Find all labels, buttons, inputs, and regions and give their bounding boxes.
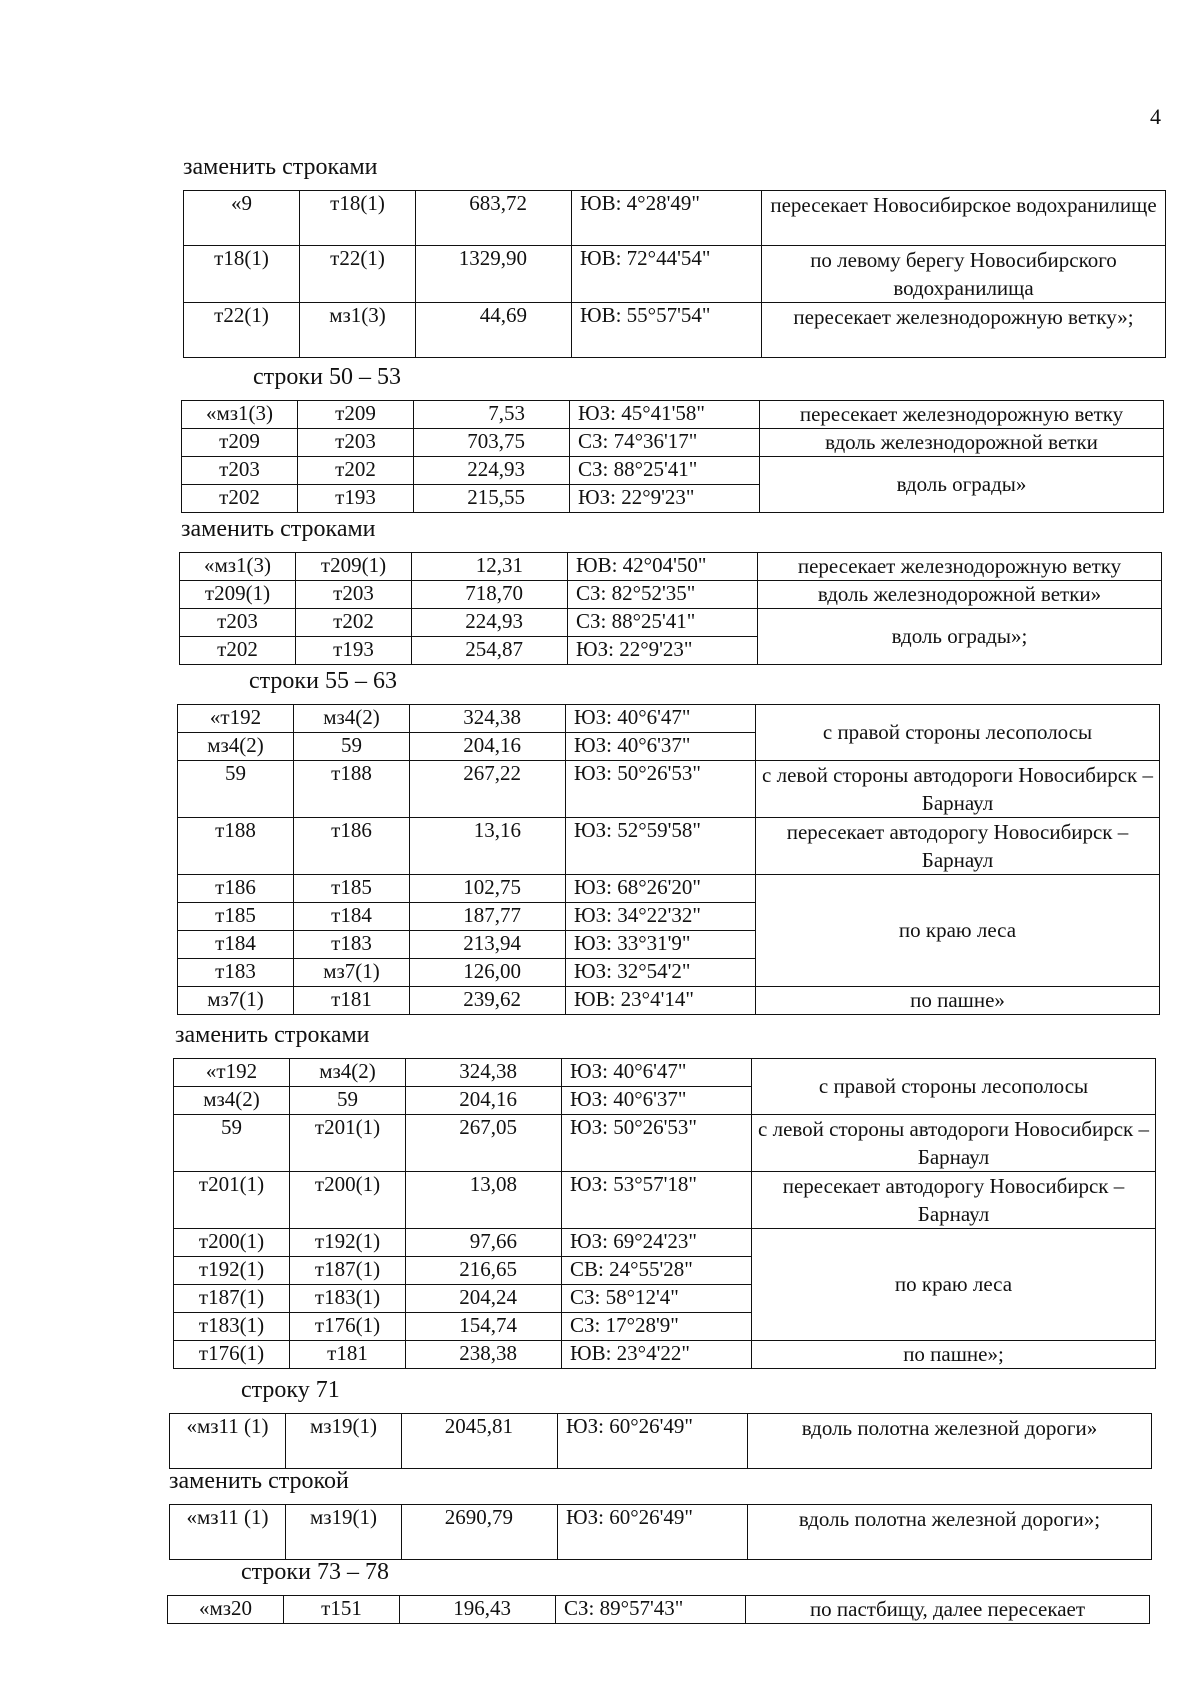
cell-to: т181 bbox=[290, 1341, 406, 1369]
cell-to: т18(1) bbox=[300, 191, 416, 246]
cell-bearing: ЮВ: 4°28'49" bbox=[572, 191, 762, 246]
cell-from: т202 bbox=[180, 637, 296, 665]
cell-from: т192(1) bbox=[174, 1257, 290, 1285]
cell-from: «мз11 (1) bbox=[170, 1505, 286, 1560]
cell-from: мз4(2) bbox=[178, 733, 294, 761]
cell-from: т18(1) bbox=[184, 246, 300, 303]
cell-bearing: ЮЗ: 22°9'23" bbox=[570, 485, 760, 513]
section-heading: строки 50 – 53 bbox=[253, 364, 401, 390]
cell-to: т176(1) bbox=[290, 1313, 406, 1341]
cell-bearing: СЗ: 82°52'35" bbox=[568, 581, 758, 609]
cell-bearing: ЮВ: 55°57'54" bbox=[572, 303, 762, 358]
section-5 bbox=[241, 1377, 340, 1403]
cell-bearing: СЗ: 89°57'43" bbox=[556, 1596, 746, 1624]
cell-description: пересекает железнодорожную ветку bbox=[758, 553, 1162, 581]
cell-length: 324,38 bbox=[406, 1059, 562, 1087]
cell-bearing: ЮЗ: 40°6'47" bbox=[566, 705, 756, 733]
cell-from: т188 bbox=[178, 818, 294, 875]
cell-bearing: ЮЗ: 40°6'37" bbox=[562, 1087, 752, 1115]
table-row bbox=[170, 1414, 1152, 1469]
section-3 bbox=[249, 668, 397, 694]
cell-bearing: ЮЗ: 50°26'53" bbox=[562, 1115, 752, 1172]
cell-to: т202 bbox=[296, 609, 412, 637]
table-row bbox=[182, 457, 1164, 485]
table-row bbox=[174, 1059, 1156, 1087]
cell-to: мз7(1) bbox=[294, 959, 410, 987]
section-heading: заменить строками bbox=[175, 1022, 370, 1048]
cell-length: 324,38 bbox=[410, 705, 566, 733]
cell-description: с левой стороны автодороги Новосибирск – Барнаул bbox=[756, 761, 1160, 818]
table-section-6 bbox=[169, 1504, 1152, 1560]
cell-length: 126,00 bbox=[410, 959, 566, 987]
cell-from: т202 bbox=[182, 485, 298, 513]
cell-description: с правой стороны лесополосы bbox=[756, 705, 1160, 761]
cell-bearing: ЮЗ: 40°6'37" bbox=[566, 733, 756, 761]
cell-from: «мз20 bbox=[168, 1596, 284, 1624]
table-section-1 bbox=[181, 400, 1164, 513]
cell-bearing: ЮЗ: 34°22'32" bbox=[566, 903, 756, 931]
section-6 bbox=[169, 1468, 349, 1494]
cell-bearing: ЮЗ: 53°57'18" bbox=[562, 1172, 752, 1229]
cell-bearing: ЮЗ: 52°59'58" bbox=[566, 818, 756, 875]
table-row bbox=[178, 761, 1160, 818]
cell-from: 59 bbox=[178, 761, 294, 818]
cell-to: т203 bbox=[296, 581, 412, 609]
cell-from: «т192 bbox=[174, 1059, 290, 1087]
table-row bbox=[174, 1229, 1156, 1257]
cell-length: 703,75 bbox=[414, 429, 570, 457]
cell-description: по краю леса bbox=[756, 875, 1160, 987]
cell-description: вдоль ограды» bbox=[760, 457, 1164, 513]
table-section-7 bbox=[167, 1595, 1150, 1624]
cell-to: т183(1) bbox=[290, 1285, 406, 1313]
table-row bbox=[184, 246, 1166, 303]
section-heading: строку 71 bbox=[241, 1377, 340, 1403]
cell-from: «9 bbox=[184, 191, 300, 246]
cell-length: 215,55 bbox=[414, 485, 570, 513]
cell-from: т203 bbox=[182, 457, 298, 485]
cell-length: 13,08 bbox=[406, 1172, 562, 1229]
section-2 bbox=[181, 516, 376, 542]
cell-to: т209 bbox=[298, 401, 414, 429]
cell-bearing: ЮЗ: 40°6'47" bbox=[562, 1059, 752, 1087]
cell-to: т193 bbox=[298, 485, 414, 513]
cell-from: т186 bbox=[178, 875, 294, 903]
cell-to: т201(1) bbox=[290, 1115, 406, 1172]
cell-from: т200(1) bbox=[174, 1229, 290, 1257]
cell-description: по пастбищу, далее пересекает bbox=[746, 1596, 1150, 1624]
cell-to: т181 bbox=[294, 987, 410, 1015]
cell-bearing: ЮЗ: 33°31'9" bbox=[566, 931, 756, 959]
section-0 bbox=[183, 154, 378, 180]
cell-bearing: ЮЗ: 45°41'58" bbox=[570, 401, 760, 429]
section-7 bbox=[241, 1559, 389, 1585]
table-section-5 bbox=[169, 1413, 1152, 1469]
cell-bearing: ЮВ: 23°4'14" bbox=[566, 987, 756, 1015]
table-row bbox=[180, 581, 1162, 609]
cell-description: с левой стороны автодороги Новосибирск – Барнаул bbox=[752, 1115, 1156, 1172]
cell-to: мз4(2) bbox=[294, 705, 410, 733]
table-row bbox=[178, 875, 1160, 903]
section-heading: заменить строками bbox=[181, 516, 376, 542]
cell-to: т185 bbox=[294, 875, 410, 903]
cell-bearing: ЮЗ: 32°54'2" bbox=[566, 959, 756, 987]
cell-length: 204,24 bbox=[406, 1285, 562, 1313]
cell-bearing: ЮЗ: 69°24'23" bbox=[562, 1229, 752, 1257]
cell-bearing: ЮВ: 72°44'54" bbox=[572, 246, 762, 303]
table-row bbox=[184, 191, 1166, 246]
cell-length: 102,75 bbox=[410, 875, 566, 903]
cell-length: 97,66 bbox=[406, 1229, 562, 1257]
cell-length: 187,77 bbox=[410, 903, 566, 931]
cell-description: по пашне»; bbox=[752, 1341, 1156, 1369]
cell-length: 238,38 bbox=[406, 1341, 562, 1369]
cell-bearing: ЮЗ: 50°26'53" bbox=[566, 761, 756, 818]
cell-length: 196,43 bbox=[400, 1596, 556, 1624]
cell-from: т183 bbox=[178, 959, 294, 987]
section-heading: заменить строкой bbox=[169, 1468, 349, 1494]
cell-bearing: СЗ: 17°28'9" bbox=[562, 1313, 752, 1341]
cell-to: мз19(1) bbox=[286, 1414, 402, 1469]
cell-to: т192(1) bbox=[290, 1229, 406, 1257]
cell-length: 267,05 bbox=[406, 1115, 562, 1172]
cell-from: «т192 bbox=[178, 705, 294, 733]
cell-from: мз7(1) bbox=[178, 987, 294, 1015]
cell-to: т184 bbox=[294, 903, 410, 931]
cell-description: по пашне» bbox=[756, 987, 1160, 1015]
cell-to: т209(1) bbox=[296, 553, 412, 581]
table-row bbox=[168, 1596, 1150, 1624]
cell-from: т176(1) bbox=[174, 1341, 290, 1369]
cell-description: вдоль железнодорожной ветки bbox=[760, 429, 1164, 457]
cell-length: 718,70 bbox=[412, 581, 568, 609]
cell-length: 224,93 bbox=[412, 609, 568, 637]
section-heading: строки 73 – 78 bbox=[241, 1559, 389, 1585]
table-row bbox=[182, 429, 1164, 457]
cell-length: 683,72 bbox=[416, 191, 572, 246]
cell-description: пересекает железнодорожную ветку»; bbox=[762, 303, 1166, 358]
cell-description: пересекает автодорогу Новосибирск – Барнаул bbox=[752, 1172, 1156, 1229]
cell-description: по левому берегу Новосибирского водохранилища bbox=[762, 246, 1166, 303]
cell-length: 204,16 bbox=[406, 1087, 562, 1115]
table-section-2 bbox=[179, 552, 1162, 665]
cell-length: 239,62 bbox=[410, 987, 566, 1015]
cell-from: т187(1) bbox=[174, 1285, 290, 1313]
cell-from: 59 bbox=[174, 1115, 290, 1172]
cell-length: 1329,90 bbox=[416, 246, 572, 303]
cell-length: 254,87 bbox=[412, 637, 568, 665]
table-row bbox=[174, 1115, 1156, 1172]
cell-bearing: ЮЗ: 60°26'49" bbox=[558, 1414, 748, 1469]
cell-length: 216,65 bbox=[406, 1257, 562, 1285]
cell-from: т183(1) bbox=[174, 1313, 290, 1341]
cell-description: вдоль ограды»; bbox=[758, 609, 1162, 665]
cell-bearing: ЮВ: 42°04'50" bbox=[568, 553, 758, 581]
table-row bbox=[180, 609, 1162, 637]
cell-bearing: СЗ: 88°25'41" bbox=[570, 457, 760, 485]
cell-bearing: СЗ: 58°12'4" bbox=[562, 1285, 752, 1313]
cell-length: 7,53 bbox=[414, 401, 570, 429]
cell-description: пересекает автодорогу Новосибирск – Барнаул bbox=[756, 818, 1160, 875]
cell-description: пересекает железнодорожную ветку bbox=[760, 401, 1164, 429]
table-row bbox=[178, 705, 1160, 733]
table-section-0 bbox=[183, 190, 1166, 358]
cell-from: «мз11 (1) bbox=[170, 1414, 286, 1469]
table-row bbox=[174, 1172, 1156, 1229]
cell-to: т188 bbox=[294, 761, 410, 818]
cell-to: т202 bbox=[298, 457, 414, 485]
cell-from: т184 bbox=[178, 931, 294, 959]
cell-length: 2045,81 bbox=[402, 1414, 558, 1469]
cell-length: 13,16 bbox=[410, 818, 566, 875]
cell-from: «мз1(3) bbox=[180, 553, 296, 581]
cell-to: т203 bbox=[298, 429, 414, 457]
cell-bearing: ЮЗ: 22°9'23" bbox=[568, 637, 758, 665]
cell-description: вдоль полотна железной дороги» bbox=[748, 1414, 1152, 1469]
cell-to: мз19(1) bbox=[286, 1505, 402, 1560]
cell-from: т209(1) bbox=[180, 581, 296, 609]
cell-bearing: ЮВ: 23°4'22" bbox=[562, 1341, 752, 1369]
cell-from: т201(1) bbox=[174, 1172, 290, 1229]
cell-from: т185 bbox=[178, 903, 294, 931]
cell-length: 204,16 bbox=[410, 733, 566, 761]
section-heading: заменить строками bbox=[183, 154, 378, 180]
cell-from: мз4(2) bbox=[174, 1087, 290, 1115]
table-row bbox=[174, 1341, 1156, 1369]
cell-length: 12,31 bbox=[412, 553, 568, 581]
section-1 bbox=[253, 364, 401, 390]
cell-description: с правой стороны лесополосы bbox=[752, 1059, 1156, 1115]
section-4 bbox=[175, 1022, 370, 1048]
cell-length: 44,69 bbox=[416, 303, 572, 358]
cell-bearing: СЗ: 88°25'41" bbox=[568, 609, 758, 637]
cell-length: 213,94 bbox=[410, 931, 566, 959]
page-number: 4 bbox=[1150, 104, 1161, 129]
cell-length: 267,22 bbox=[410, 761, 566, 818]
cell-to: 59 bbox=[294, 733, 410, 761]
cell-description: вдоль железнодорожной ветки» bbox=[758, 581, 1162, 609]
cell-description: вдоль полотна железной дороги»; bbox=[748, 1505, 1152, 1560]
cell-to: т151 bbox=[284, 1596, 400, 1624]
cell-from: т22(1) bbox=[184, 303, 300, 358]
table-row bbox=[182, 401, 1164, 429]
cell-description: по краю леса bbox=[752, 1229, 1156, 1341]
cell-to: мз4(2) bbox=[290, 1059, 406, 1087]
cell-to: т200(1) bbox=[290, 1172, 406, 1229]
table-section-4 bbox=[173, 1058, 1156, 1369]
cell-bearing: СЗ: 74°36'17" bbox=[570, 429, 760, 457]
cell-to: 59 bbox=[290, 1087, 406, 1115]
cell-to: т183 bbox=[294, 931, 410, 959]
table-row bbox=[170, 1505, 1152, 1560]
cell-to: т193 bbox=[296, 637, 412, 665]
cell-to: т187(1) bbox=[290, 1257, 406, 1285]
cell-length: 154,74 bbox=[406, 1313, 562, 1341]
cell-to: мз1(3) bbox=[300, 303, 416, 358]
cell-description: пересекает Новосибирское водохранилище bbox=[762, 191, 1166, 246]
cell-to: т22(1) bbox=[300, 246, 416, 303]
cell-length: 2690,79 bbox=[402, 1505, 558, 1560]
cell-from: т209 bbox=[182, 429, 298, 457]
cell-to: т186 bbox=[294, 818, 410, 875]
table-row bbox=[184, 303, 1166, 358]
cell-from: т203 bbox=[180, 609, 296, 637]
cell-bearing: ЮЗ: 68°26'20" bbox=[566, 875, 756, 903]
table-section-3 bbox=[177, 704, 1160, 1015]
cell-bearing: СВ: 24°55'28" bbox=[562, 1257, 752, 1285]
cell-bearing: ЮЗ: 60°26'49" bbox=[558, 1505, 748, 1560]
cell-from: «мз1(3) bbox=[182, 401, 298, 429]
section-heading: строки 55 – 63 bbox=[249, 668, 397, 694]
table-row bbox=[180, 553, 1162, 581]
cell-length: 224,93 bbox=[414, 457, 570, 485]
table-row bbox=[178, 987, 1160, 1015]
table-row bbox=[178, 818, 1160, 875]
